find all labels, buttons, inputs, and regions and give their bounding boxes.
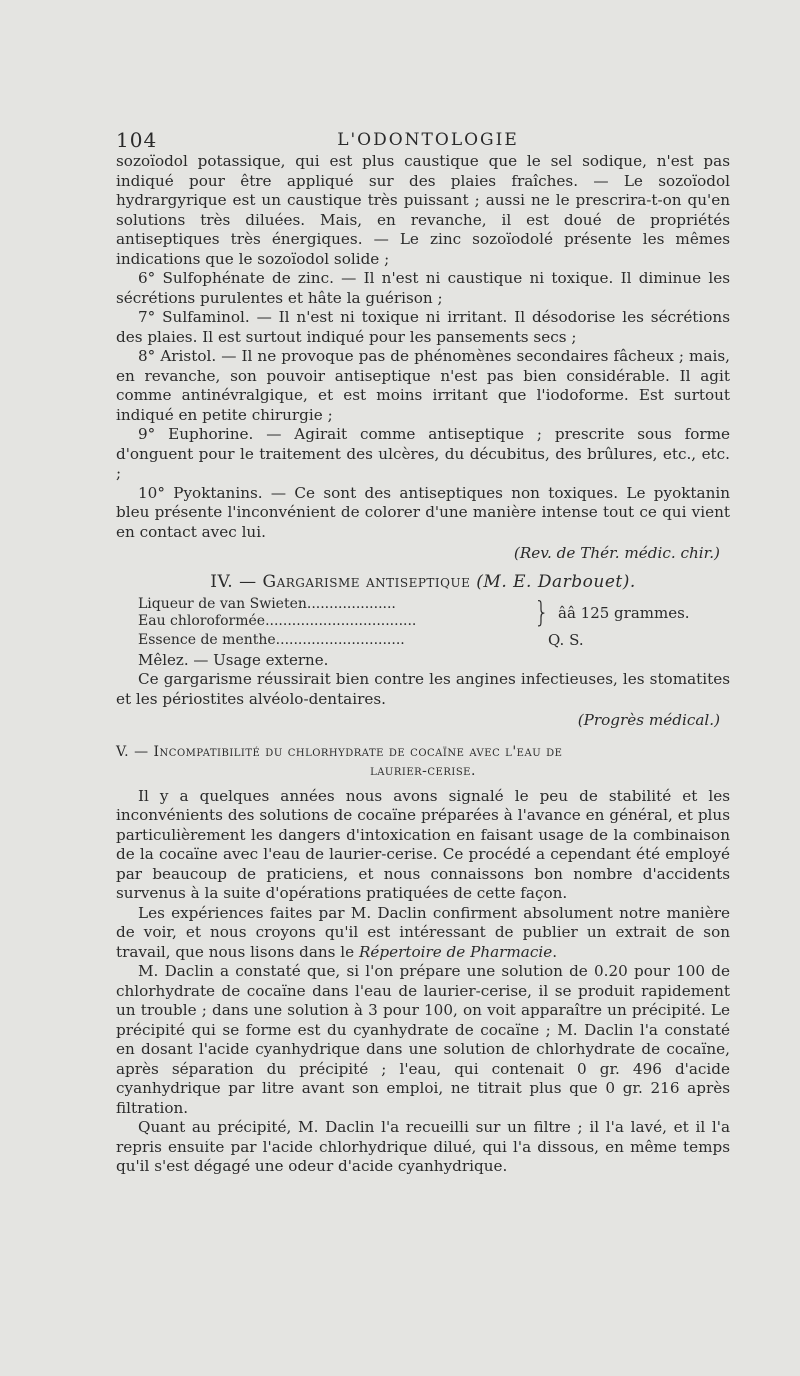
section-v-paragraph-2-end: . (552, 942, 558, 961)
source-citation-1: (Rev. de Thér. médic. chir.) (513, 544, 720, 562)
section-v-paragraph-2 (116, 904, 730, 963)
section-v-paragraph-2-text: Les expériences faites par M. Daclin confirment absolument notre manière de voir, et nous croyons qu'il est intéressant de publier un extrait de son travail, que nous lisons dans le (116, 903, 730, 961)
section-iv-title (116, 573, 730, 593)
section-iv-paragraph: Ce gargarisme réussirait bien contre les angines infectieuses, les stomatites et les périostites alvéolo-dentaires. (116, 670, 730, 708)
paragraph-euphorine: 9° Euphorine. — Agirait comme antiseptique ; prescrite sous forme d'onguent pour le traitement des ulcères, du décubitus, des brûlures, etc., etc. ; (116, 425, 730, 482)
recipe-item-3: Essence de menthe............................. (138, 632, 405, 648)
section-v-title-line-2: laurier-cerise. (370, 762, 476, 779)
section-iv-author: (M. E. Darbouet). (476, 571, 636, 592)
recipe-brace: } (534, 595, 550, 629)
section-iv-prefix: IV. — (210, 571, 263, 592)
paragraph-aristol: 8° Aristol. — Il ne provoque pas de phénomènes secondaires fâcheux ; mais, en revanche, son pouvoir antiseptique n'est pas bien considérable. Il agit comme antinévralgique, et est moins irritant que l'iodoforme. Est surtout indiqué en petite chirurgie ; (116, 347, 730, 424)
journal-title: Répertoire de Pharmacie (358, 942, 553, 961)
recipe-item-1: Liqueur de van Swieten.................... (138, 596, 396, 612)
section-v-title-line-1: V. — Incompatibilité du chlorhydrate de cocaïne avec l'eau de (116, 743, 563, 760)
section-v-paragraph-3: M. Daclin a constaté que, si l'on prépare une solution de 0.20 pour 100 de chlorhydrate de cocaïne dans l'eau de laurier-cerise, il se produit rapidement un trouble ; dans une solution à 3 pour 100, on voit apparaître un précipité. Le précipité qui se forme est du cyanhydrate de cocaïne ; M. Daclin l'a constaté en dosant l'acide cyanhydrique dans une solution de chlorhydrate de cocaïne, après séparation du précipité ; l'eau, qui contenait 0 gr. 496 d'acide cyanhydrique par litre avant son emploi, ne titrait plus que 0 gr. 216 après filtration. (116, 962, 730, 1117)
recipe-block (138, 596, 730, 668)
recipe-instruction: Mêlez. — Usage externe. (138, 651, 329, 669)
recipe-quantity-item-3: Q. S. (548, 631, 584, 649)
section-v-paragraph-1: Il y a quelques années nous avons signalé le peu de stabilité et les inconvénients des solutions de cocaïne préparées à l'avance en général, et plus particulièrement les dangers d'intoxication en faisant usage de la combinaison de la cocaïne avec l'eau de laurier-cerise. Ce procédé a cependant été employé par beaucoup de praticiens, et nous connaissons bon nombre d'accidents survenus à la suite d'opérations pratiquées de cette façon. (116, 786, 730, 902)
paragraph-sozoiodol: sozoïodol potassique, qui est plus caustique que le sel sodique, n'est pas indiqué pour être appliqué sur des plaies fraîches. — Le sozoïodol hydrargyrique est un caustique très puissant ; aussi ne le prescrira-t-on qu'en solutions très diluées. Mais, en revanche, il est doué de propriétés antiseptiques très énergiques. — Le zinc sozoïodolé présente les mêmes indications que le sozoïodol solide ; (116, 152, 730, 268)
body-text (116, 152, 730, 1177)
recipe-item-2: Eau chloroformée.................................. (138, 613, 417, 629)
paragraph-pyoktanins: 10° Pyoktanins. — Ce sont des antiseptiques non toxiques. Le pyoktanin bleu présente l'inconvénient de colorer d'une manière intense tout ce qui vient en contact avec lui. (116, 483, 730, 541)
section-v-paragraph-4: Quant au précipité, M. Daclin l'a recueilli sur un filtre ; il l'a lavé, et il l'a repris ensuite par l'acide chlorhydrique dilué, qui l'a dissous, en même temps qu'il s'est dégagé une odeur d'acide cyanhydrique. (116, 1118, 730, 1175)
recipe-quantity-shared: ââ 125 grammes. (558, 604, 690, 622)
paragraph-sulfophenate: 6° Sulfophénate de zinc. — Il n'est ni caustique ni toxique. Il diminue les sécrétions purulentes et hâte la guérison ; (116, 269, 730, 307)
page-number: 104 (116, 128, 158, 152)
section-iv-heading: Gargarisme antiseptique (262, 571, 471, 592)
running-title: L'ODONTOLOGIE (337, 130, 519, 150)
paragraph-sulfaminol: 7° Sulfaminol. — Il n'est ni toxique ni irritant. Il désodorise les sécrétions des plaies. Il est surtout indiqué pour les pansements secs ; (116, 308, 730, 346)
source-citation-2: (Progrès médical.) (577, 711, 720, 729)
section-v-title (116, 743, 730, 781)
